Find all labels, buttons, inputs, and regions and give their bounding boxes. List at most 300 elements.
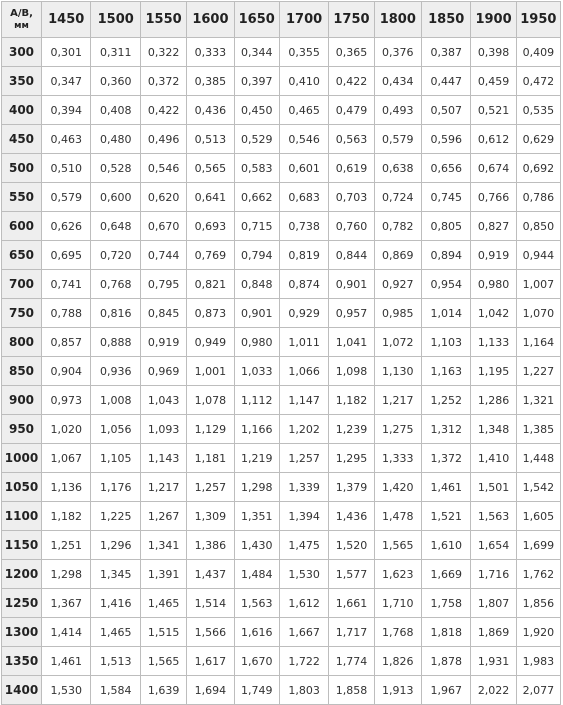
table-cell: 1,333 <box>374 444 421 473</box>
column-header: 1950 <box>516 2 560 38</box>
table-cell: 0,648 <box>91 212 140 241</box>
table-cell: 1,577 <box>329 560 374 589</box>
table-cell: 1,566 <box>187 618 234 647</box>
table-cell: 0,693 <box>187 212 234 241</box>
table-cell: 0,385 <box>187 67 234 96</box>
table-cell: 0,816 <box>91 299 140 328</box>
table-row <box>2 502 561 531</box>
table-cell: 0,360 <box>91 67 140 96</box>
column-header: 1550 <box>140 2 186 38</box>
table-cell: 1,345 <box>91 560 140 589</box>
table-cell: 0,744 <box>140 241 186 270</box>
table-cell: 1,623 <box>374 560 421 589</box>
table-cell: 0,741 <box>42 270 91 299</box>
table-cell: 0,387 <box>421 38 470 67</box>
table-cell: 1,257 <box>187 473 234 502</box>
table-cell: 0,600 <box>91 183 140 212</box>
table-cell: 0,496 <box>140 125 186 154</box>
table-cell: 1,667 <box>279 618 328 647</box>
table-cell: 0,819 <box>279 241 328 270</box>
column-header: 1500 <box>91 2 140 38</box>
table-cell: 1,616 <box>234 618 279 647</box>
table-cell: 0,760 <box>329 212 374 241</box>
table-cell: 1,351 <box>234 502 279 531</box>
table-cell: 0,510 <box>42 154 91 183</box>
column-header: 1800 <box>374 2 421 38</box>
table-cell: 0,535 <box>516 96 560 125</box>
table-cell: 0,394 <box>42 96 91 125</box>
table-cell: 1,530 <box>279 560 328 589</box>
table-cell: 1,983 <box>516 647 560 676</box>
table-row <box>2 96 561 125</box>
row-header: 950 <box>2 415 42 444</box>
table-cell: 1,913 <box>374 676 421 705</box>
table-cell: 0,596 <box>421 125 470 154</box>
table-cell: 0,957 <box>329 299 374 328</box>
table-cell: 1,461 <box>42 647 91 676</box>
table-cell: 0,695 <box>42 241 91 270</box>
table-cell: 0,565 <box>187 154 234 183</box>
table-cell: 1,694 <box>187 676 234 705</box>
row-header: 550 <box>2 183 42 212</box>
table-cell: 0,844 <box>329 241 374 270</box>
table-cell: 0,795 <box>140 270 186 299</box>
table-cell: 1,639 <box>140 676 186 705</box>
row-header: 1150 <box>2 531 42 560</box>
table-cell: 1,217 <box>140 473 186 502</box>
table-cell: 1,386 <box>187 531 234 560</box>
table-cell: 1,072 <box>374 328 421 357</box>
table-cell: 1,166 <box>234 415 279 444</box>
table-cell: 1,014 <box>421 299 470 328</box>
table-cell: 1,967 <box>421 676 470 705</box>
table-cell: 1,136 <box>42 473 91 502</box>
row-header: 450 <box>2 125 42 154</box>
table-cell: 0,949 <box>187 328 234 357</box>
table-cell: 1,129 <box>187 415 234 444</box>
table-cell: 0,333 <box>187 38 234 67</box>
table-cell: 1,041 <box>329 328 374 357</box>
table-cell: 0,827 <box>471 212 516 241</box>
table-cell: 1,098 <box>329 357 374 386</box>
table-cell: 0,365 <box>329 38 374 67</box>
table-cell: 0,579 <box>42 183 91 212</box>
table-cell: 1,227 <box>516 357 560 386</box>
table-cell: 0,874 <box>279 270 328 299</box>
table-row <box>2 241 561 270</box>
table-cell: 0,434 <box>374 67 421 96</box>
table-cell: 0,463 <box>42 125 91 154</box>
table-cell: 1,008 <box>91 386 140 415</box>
table-cell: 1,298 <box>42 560 91 589</box>
table-cell: 0,344 <box>234 38 279 67</box>
table-cell: 1,394 <box>279 502 328 531</box>
table-cell: 1,514 <box>187 589 234 618</box>
table-cell: 0,720 <box>91 241 140 270</box>
corner-header-unit: мм <box>14 21 29 32</box>
corner-header-label: A/B, <box>10 7 33 19</box>
table-cell: 0,620 <box>140 183 186 212</box>
table-cell: 1,869 <box>471 618 516 647</box>
row-header: 1350 <box>2 647 42 676</box>
table-cell: 1,436 <box>329 502 374 531</box>
table-cell: 1,437 <box>187 560 234 589</box>
table-cell: 1,484 <box>234 560 279 589</box>
table-cell: 1,931 <box>471 647 516 676</box>
table-cell: 0,656 <box>421 154 470 183</box>
table-cell: 0,954 <box>421 270 470 299</box>
table-cell: 0,459 <box>471 67 516 96</box>
table-cell: 1,716 <box>471 560 516 589</box>
table-cell: 1,565 <box>374 531 421 560</box>
corner-header <box>2 2 42 38</box>
table-cell: 0,626 <box>42 212 91 241</box>
table-cell: 1,163 <box>421 357 470 386</box>
table-cell: 1,252 <box>421 386 470 415</box>
table-cell: 1,093 <box>140 415 186 444</box>
table-cell: 0,372 <box>140 67 186 96</box>
row-header: 1000 <box>2 444 42 473</box>
table-cell: 0,674 <box>471 154 516 183</box>
table-cell: 1,385 <box>516 415 560 444</box>
table-row <box>2 589 561 618</box>
table-cell: 0,479 <box>329 96 374 125</box>
table-cell: 1,803 <box>279 676 328 705</box>
table-cell: 1,563 <box>471 502 516 531</box>
table-cell: 0,612 <box>471 125 516 154</box>
table-row <box>2 299 561 328</box>
table-cell: 0,745 <box>421 183 470 212</box>
table-cell: 1,267 <box>140 502 186 531</box>
table-cell: 1,430 <box>234 531 279 560</box>
table-cell: 1,501 <box>471 473 516 502</box>
table-cell: 1,818 <box>421 618 470 647</box>
row-header: 1200 <box>2 560 42 589</box>
table-cell: 1,056 <box>91 415 140 444</box>
table-cell: 0,662 <box>234 183 279 212</box>
table-cell: 1,182 <box>42 502 91 531</box>
table-cell: 1,612 <box>279 589 328 618</box>
table-cell: 1,774 <box>329 647 374 676</box>
table-cell: 1,195 <box>471 357 516 386</box>
table-cell: 1,275 <box>374 415 421 444</box>
table-row <box>2 38 561 67</box>
table-cell: 1,367 <box>42 589 91 618</box>
row-header: 850 <box>2 357 42 386</box>
table-cell: 0,347 <box>42 67 91 96</box>
table-cell: 1,105 <box>91 444 140 473</box>
table-cell: 0,936 <box>91 357 140 386</box>
table-cell: 1,807 <box>471 589 516 618</box>
table-cell: 1,858 <box>329 676 374 705</box>
table-cell: 1,133 <box>471 328 516 357</box>
table-row <box>2 676 561 705</box>
table-cell: 0,465 <box>279 96 328 125</box>
table-row <box>2 618 561 647</box>
table-row <box>2 444 561 473</box>
table-cell: 0,929 <box>279 299 328 328</box>
table-cell: 1,762 <box>516 560 560 589</box>
table-cell: 1,515 <box>140 618 186 647</box>
table-cell: 0,766 <box>471 183 516 212</box>
table-row <box>2 125 561 154</box>
table-row <box>2 67 561 96</box>
table-cell: 0,901 <box>234 299 279 328</box>
table-cell: 0,703 <box>329 183 374 212</box>
table-cell: 0,546 <box>279 125 328 154</box>
table-cell: 1,217 <box>374 386 421 415</box>
table-cell: 0,546 <box>140 154 186 183</box>
table-cell: 0,322 <box>140 38 186 67</box>
table-cell: 0,894 <box>421 241 470 270</box>
table-cell: 0,513 <box>187 125 234 154</box>
table-cell: 0,480 <box>91 125 140 154</box>
dimension-table <box>1 1 561 705</box>
table-cell: 1,391 <box>140 560 186 589</box>
table-cell: 1,020 <box>42 415 91 444</box>
table-cell: 0,629 <box>516 125 560 154</box>
table-row <box>2 647 561 676</box>
table-cell: 1,416 <box>91 589 140 618</box>
table-cell: 0,969 <box>140 357 186 386</box>
table-row <box>2 473 561 502</box>
table-cell: 0,919 <box>140 328 186 357</box>
table-cell: 0,901 <box>329 270 374 299</box>
table-cell: 1,563 <box>234 589 279 618</box>
table-cell: 0,579 <box>374 125 421 154</box>
table-cell: 1,043 <box>140 386 186 415</box>
table-cell: 0,521 <box>471 96 516 125</box>
table-row <box>2 415 561 444</box>
table-cell: 0,410 <box>279 67 328 96</box>
table-cell: 0,848 <box>234 270 279 299</box>
table-cell: 1,584 <box>91 676 140 705</box>
row-header: 1050 <box>2 473 42 502</box>
table-cell: 1,617 <box>187 647 234 676</box>
row-header: 900 <box>2 386 42 415</box>
table-cell: 1,312 <box>421 415 470 444</box>
table-cell: 0,301 <box>42 38 91 67</box>
table-cell: 0,409 <box>516 38 560 67</box>
table-cell: 0,985 <box>374 299 421 328</box>
column-header: 1900 <box>471 2 516 38</box>
table-row <box>2 154 561 183</box>
table-cell: 0,857 <box>42 328 91 357</box>
table-cell: 1,007 <box>516 270 560 299</box>
table-cell: 0,641 <box>187 183 234 212</box>
column-header: 1700 <box>279 2 328 38</box>
row-header: 1400 <box>2 676 42 705</box>
table-cell: 1,565 <box>140 647 186 676</box>
table-cell: 0,724 <box>374 183 421 212</box>
table-cell: 0,782 <box>374 212 421 241</box>
table-cell: 1,181 <box>187 444 234 473</box>
table-cell: 1,147 <box>279 386 328 415</box>
table-cell: 1,414 <box>42 618 91 647</box>
table-cell: 0,422 <box>140 96 186 125</box>
table-cell: 1,296 <box>91 531 140 560</box>
row-header: 350 <box>2 67 42 96</box>
table-cell: 1,341 <box>140 531 186 560</box>
table-cell: 1,448 <box>516 444 560 473</box>
table-row <box>2 212 561 241</box>
table-cell: 1,011 <box>279 328 328 357</box>
table-cell: 0,888 <box>91 328 140 357</box>
table-cell: 0,398 <box>471 38 516 67</box>
table-cell: 1,610 <box>421 531 470 560</box>
table-cell: 0,601 <box>279 154 328 183</box>
table-cell: 0,529 <box>234 125 279 154</box>
table-cell: 0,528 <box>91 154 140 183</box>
table-cell: 0,311 <box>91 38 140 67</box>
table-cell: 1,920 <box>516 618 560 647</box>
table-cell: 0,408 <box>91 96 140 125</box>
table-cell: 1,202 <box>279 415 328 444</box>
table-cell: 0,821 <box>187 270 234 299</box>
table-cell: 1,410 <box>471 444 516 473</box>
table-cell: 1,878 <box>421 647 470 676</box>
table-cell: 0,944 <box>516 241 560 270</box>
table-cell: 0,583 <box>234 154 279 183</box>
table-cell: 0,904 <box>42 357 91 386</box>
table-cell: 1,530 <box>42 676 91 705</box>
table-cell: 0,869 <box>374 241 421 270</box>
row-header: 800 <box>2 328 42 357</box>
table-cell: 1,722 <box>279 647 328 676</box>
table-cell: 1,143 <box>140 444 186 473</box>
row-header: 300 <box>2 38 42 67</box>
table-cell: 1,513 <box>91 647 140 676</box>
table-cell: 1,475 <box>279 531 328 560</box>
table-cell: 1,103 <box>421 328 470 357</box>
row-header: 1300 <box>2 618 42 647</box>
table-cell: 1,520 <box>329 531 374 560</box>
table-cell: 1,219 <box>234 444 279 473</box>
table-cell: 1,478 <box>374 502 421 531</box>
row-header: 1250 <box>2 589 42 618</box>
table-cell: 0,919 <box>471 241 516 270</box>
table-cell: 1,521 <box>421 502 470 531</box>
table-cell: 0,450 <box>234 96 279 125</box>
table-cell: 1,372 <box>421 444 470 473</box>
table-cell: 1,605 <box>516 502 560 531</box>
column-header: 1850 <box>421 2 470 38</box>
table-cell: 1,001 <box>187 357 234 386</box>
table-cell: 0,850 <box>516 212 560 241</box>
table-cell: 1,295 <box>329 444 374 473</box>
table-cell: 0,507 <box>421 96 470 125</box>
table-cell: 0,805 <box>421 212 470 241</box>
table-cell: 1,542 <box>516 473 560 502</box>
table-row <box>2 531 561 560</box>
table-cell: 1,420 <box>374 473 421 502</box>
table-row <box>2 328 561 357</box>
table-cell: 0,619 <box>329 154 374 183</box>
table-cell: 0,769 <box>187 241 234 270</box>
table-cell: 1,699 <box>516 531 560 560</box>
table-cell: 1,461 <box>421 473 470 502</box>
header-row <box>2 2 561 38</box>
table-cell: 2,022 <box>471 676 516 705</box>
table-cell: 1,130 <box>374 357 421 386</box>
table-cell: 1,749 <box>234 676 279 705</box>
row-header: 600 <box>2 212 42 241</box>
table-cell: 0,563 <box>329 125 374 154</box>
row-header: 500 <box>2 154 42 183</box>
row-header: 400 <box>2 96 42 125</box>
table-cell: 1,826 <box>374 647 421 676</box>
table-cell: 1,717 <box>329 618 374 647</box>
table-cell: 1,078 <box>187 386 234 415</box>
table-cell: 0,493 <box>374 96 421 125</box>
table-row <box>2 560 561 589</box>
table-cell: 1,758 <box>421 589 470 618</box>
table-cell: 0,692 <box>516 154 560 183</box>
table-cell: 0,683 <box>279 183 328 212</box>
table-cell: 0,768 <box>91 270 140 299</box>
table-cell: 1,298 <box>234 473 279 502</box>
row-header: 650 <box>2 241 42 270</box>
table-cell: 1,042 <box>471 299 516 328</box>
row-header: 750 <box>2 299 42 328</box>
table-cell: 1,239 <box>329 415 374 444</box>
column-header: 1600 <box>187 2 234 38</box>
column-header: 1450 <box>42 2 91 38</box>
table-cell: 1,379 <box>329 473 374 502</box>
table-cell: 0,472 <box>516 67 560 96</box>
table-cell: 1,182 <box>329 386 374 415</box>
table-cell: 1,176 <box>91 473 140 502</box>
table-cell: 0,670 <box>140 212 186 241</box>
table-cell: 1,066 <box>279 357 328 386</box>
table-cell: 0,786 <box>516 183 560 212</box>
table-cell: 1,112 <box>234 386 279 415</box>
table-cell: 1,321 <box>516 386 560 415</box>
table-cell: 0,436 <box>187 96 234 125</box>
table-cell: 1,257 <box>279 444 328 473</box>
table-cell: 0,638 <box>374 154 421 183</box>
table-cell: 1,654 <box>471 531 516 560</box>
table-cell: 0,980 <box>234 328 279 357</box>
table-cell: 1,661 <box>329 589 374 618</box>
table-cell: 1,339 <box>279 473 328 502</box>
table-cell: 1,669 <box>421 560 470 589</box>
row-header: 1100 <box>2 502 42 531</box>
table-cell: 1,309 <box>187 502 234 531</box>
row-header: 700 <box>2 270 42 299</box>
table-cell: 0,715 <box>234 212 279 241</box>
table-cell: 1,856 <box>516 589 560 618</box>
table-row <box>2 183 561 212</box>
table-cell: 2,077 <box>516 676 560 705</box>
table-row <box>2 357 561 386</box>
table-cell: 1,286 <box>471 386 516 415</box>
table-cell: 0,422 <box>329 67 374 96</box>
table-cell: 1,070 <box>516 299 560 328</box>
table-cell: 1,251 <box>42 531 91 560</box>
table-cell: 1,768 <box>374 618 421 647</box>
table-cell: 0,873 <box>187 299 234 328</box>
table-cell: 1,164 <box>516 328 560 357</box>
table-cell: 0,355 <box>279 38 328 67</box>
table-cell: 1,033 <box>234 357 279 386</box>
table-cell: 1,465 <box>91 618 140 647</box>
table-cell: 1,348 <box>471 415 516 444</box>
table-cell: 0,788 <box>42 299 91 328</box>
table-cell: 1,067 <box>42 444 91 473</box>
table-cell: 0,376 <box>374 38 421 67</box>
table-cell: 0,738 <box>279 212 328 241</box>
